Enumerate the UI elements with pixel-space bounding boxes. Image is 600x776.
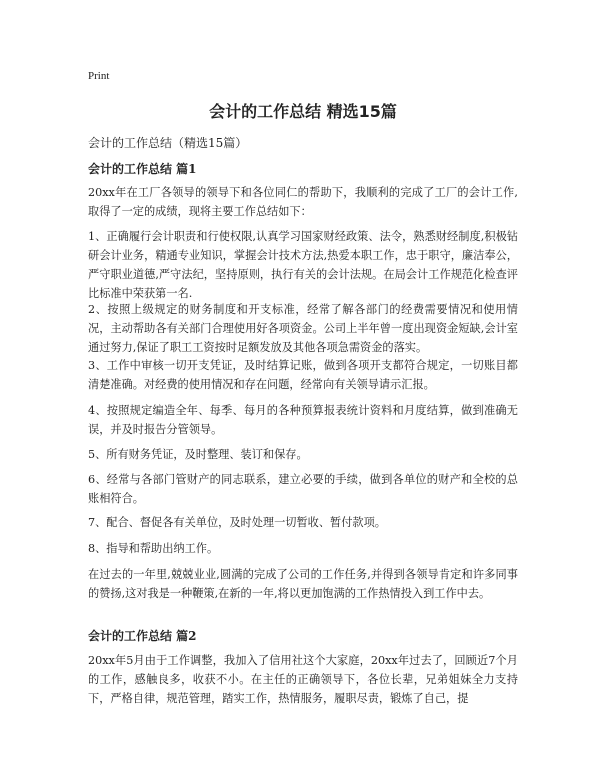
- paragraph-intro-2: 20xx年5月由于工作调整，我加入了信用社这个大家庭，20xx年过去了，回顾近7个月的工作，感触良多，收获不小。在主任的正确领导下，各位长辈，兄弟姐妹全力支持下，严格自律，规范管理，踏实工作，热情服务，履职尽责，锻炼了自己，提: [88, 654, 518, 705]
- paragraph-item-3: 3、工作中审核一切开支凭证，及时结算记账，做到各项开支都符合规定，一切账目都清楚准确。对经费的使用情况和存在问题，经常向有关领导请示汇报。: [88, 359, 518, 391]
- paragraph-item-4: 4、按照规定编造全年、每季、每月的各种预算报表统计资料和月度结算，做到准确无误，并及时报告分管领导。: [88, 404, 518, 436]
- paragraph-item-6: 6、经常与各部门管财产的同志联系，建立必要的手续，做到各单位的财产和全校的总账相符合。: [88, 473, 518, 505]
- paragraph-closing-1: 在过去的一年里,兢兢业业,圆满的完成了公司的工作任务,并得到各领导肯定和许多同事的赞扬,这对我是一种鞭策,在新的一年,将以更加饱满的工作热情投入到工作中去。: [88, 568, 518, 600]
- document-subtitle: 会计的工作总结（精选15篇）: [88, 136, 248, 150]
- section-heading-2: 会计的工作总结 篇2: [88, 629, 197, 643]
- paragraph-intro-1: 20xx年在工厂各领导的领导下和各位同仁的帮助下，我顺利的完成了工厂的会计工作,取得了一定的成绩，现将主要工作总结如下：: [88, 186, 518, 218]
- paragraph-item-2: 2、按照上级规定的财务制度和开支标准，经常了解各部门的经费需要情况和使用情况，主动帮助各有关部门合理使用好各项资金。公司上半年曾一度出现资金短缺,会计室通过努力,保证了职工工资按时足额发放及其他各项急需资金的落实。: [88, 303, 518, 354]
- print-link[interactable]: Print: [88, 70, 110, 82]
- paragraph-item-8: 8、指导和帮助出纳工作。: [88, 542, 219, 555]
- paragraph-item-5: 5、所有财务凭证，及时整理、装订和保存。: [88, 448, 308, 461]
- paragraph-item-7: 7、配合、督促各有关单位，及时处理一切暂收、暂付款项。: [88, 516, 386, 529]
- paragraph-item-1: 1、正确履行会计职责和行使权限,认真学习国家财经政策、法令，熟悉财经制度,积极钻研会计业务，精通专业知识，掌握会计技术方法,热爱本职工作，忠于职守，廉洁奉公，严守职业道德,严守法纪，坚持原则，执行有关的会计法规。在局会计工作规范化检查评比标准中荣获第一名.: [88, 230, 518, 300]
- section-heading-1: 会计的工作总结 篇1: [88, 162, 197, 176]
- page-title: 会计的工作总结 精选15篇: [209, 102, 397, 121]
